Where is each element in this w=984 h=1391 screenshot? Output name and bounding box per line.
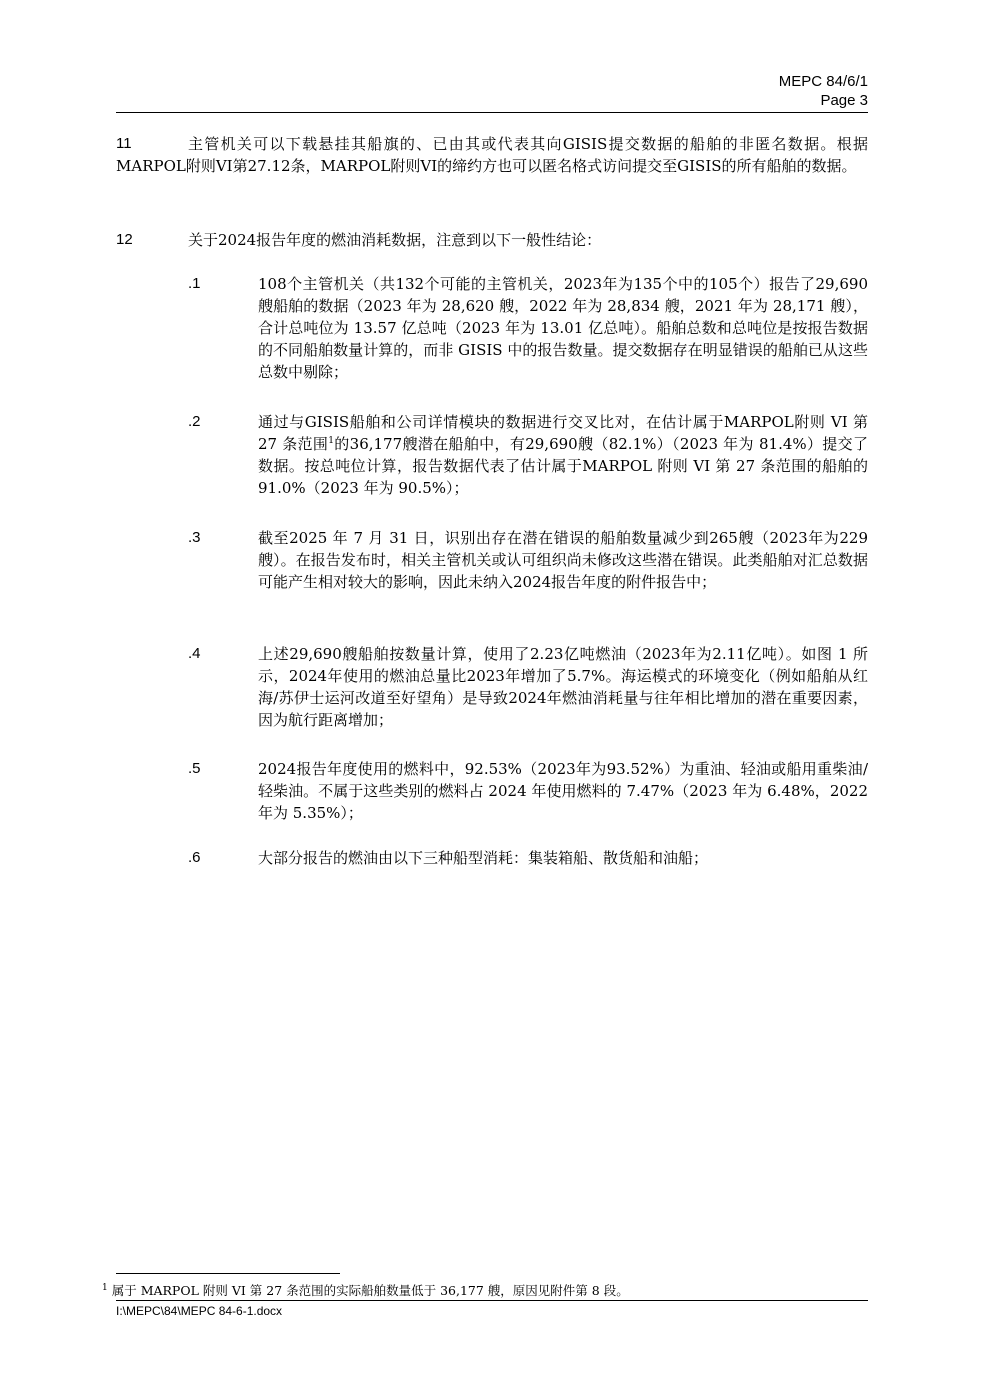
footnote-text: 属于 MARPOL 附则 VI 第 27 条范围的实际船舶数量低于 36,177 艘，原因见附件第 8 段。 — [111, 1283, 629, 1298]
item-number: .4 — [188, 645, 201, 662]
page-number: Page 3 — [820, 92, 868, 109]
paragraph-12 — [116, 229, 868, 251]
item-text: 2024报告年度使用的燃料中，92.53%（2023年为93.52%）为重油、轻油或船用重柴油/轻柴油。不属于这些类别的燃料占 2024 年使用燃料的 7.47%（2023 年为 6.48%，2022 年为 5.35%）； — [258, 760, 868, 822]
item-text-part-a: 通过与GISIS船舶和公司详情模块的数据进行交叉比对，在估计属于MARPOL附则 VI 第 27 条范围 — [258, 413, 868, 453]
document-code: MEPC 84/6/1 — [778, 73, 868, 90]
paragraph-text: 关于2024报告年度的燃油消耗数据，注意到以下一般性结论： — [188, 231, 602, 249]
item-text — [258, 411, 868, 499]
footer-file-path: I:\MEPC\84\MEPC 84-6-1.docx — [116, 1304, 283, 1318]
footer-rule — [116, 1300, 868, 1301]
item-text: 截至2025 年 7 月 31 日，识别出存在潜在错误的船舶数量减少到265艘（2023年为229艘）。在报告发布时，相关主管机关或认可组织尚未修改这些潜在错误。此类船舶对汇总数据可能产生相对较大的影响，因此未纳入2024报告年度的附件报告中； — [258, 529, 868, 591]
item-number: .6 — [188, 849, 201, 866]
list-item-3 — [188, 527, 868, 593]
footnote — [102, 1283, 872, 1299]
paragraph-number: 12 — [116, 231, 133, 248]
list-item-6 — [188, 847, 868, 869]
list-item-2 — [188, 411, 868, 499]
item-text-part-b: 的36,177艘潜在船舶中，有29,690艘（82.1%）（2023 年为 81.4%）提交了数据。按总吨位计算，报告数据代表了估计属于MARPOL 附则 VI 第 27 条范围的船舶的 91.0%（2023 年为 90.5%）； — [258, 435, 868, 497]
item-number: .2 — [188, 413, 201, 430]
list-item-1 — [188, 273, 868, 383]
header-rule — [116, 112, 868, 113]
page-header — [779, 72, 868, 110]
paragraph-text: 主管机关可以下载悬挂其船旗的、已由其或代表其向GISIS提交数据的船舶的非匿名数据。根据MARPOL附则VI第27.12条，MARPOL附则VI的缔约方也可以匿名格式访问提交至GISIS的所有船舶的数据。 — [116, 135, 868, 175]
item-text: 108个主管机关（共132个可能的主管机关，2023年为135个中的105个）报告了29,690艘船舶的数据（2023 年为 28,620 艘，2022 年为 28,834 艘，2021 年为 28,171 艘），合计总吨位为 13.57 亿总吨（2023 年为 13.01 亿总吨）。船舶总数和总吨位是按报告数据的不同船舶数量计算的，而非 GISIS 中的报告数量。提交数据存在明显错误的船舶已从这些总数中剔除； — [258, 275, 868, 381]
list-item-5 — [188, 758, 868, 824]
footnote-reference[interactable]: 1 — [328, 436, 334, 446]
item-number: .1 — [188, 275, 201, 292]
footnote-mark: 1 — [102, 1283, 108, 1293]
item-text: 上述29,690艘船舶按数量计算，使用了2.23亿吨燃油（2023年为2.11亿吨）。如图 1 所示，2024年使用的燃油总量比2023年增加了5.7%。海运模式的环境变化（例如船舶从红海/苏伊士运河改道至好望角）是导致2024年燃油消耗量与往年相比增加的潜在重要因素，因为航行距离增加； — [258, 645, 868, 729]
list-item-4 — [188, 643, 868, 731]
item-text: 大部分报告的燃油由以下三种船型消耗：集装箱船、散货船和油船； — [258, 849, 709, 867]
footnote-separator — [116, 1273, 340, 1274]
paragraph-11 — [116, 133, 868, 177]
paragraph-number: 11 — [116, 135, 132, 152]
item-number: .3 — [188, 529, 201, 546]
item-number: .5 — [188, 760, 201, 777]
